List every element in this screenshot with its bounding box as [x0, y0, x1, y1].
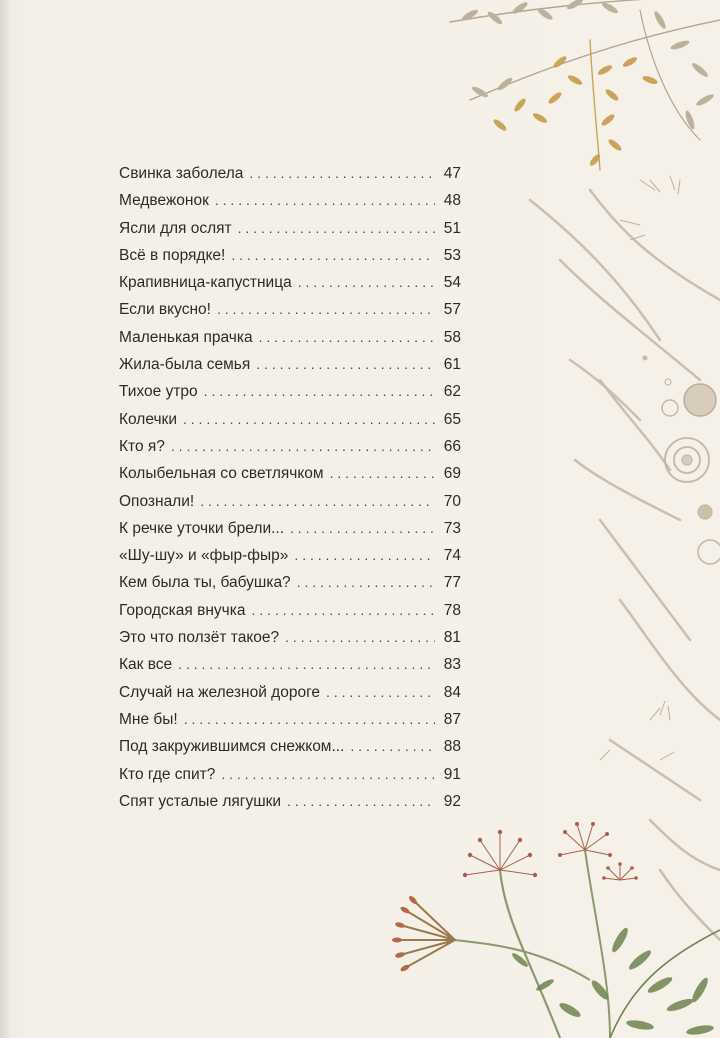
toc-entry-page-number: 69	[443, 465, 461, 483]
toc-entry-page-number: 77	[443, 574, 461, 592]
toc-entry-title: Под закружившимся снежком...	[119, 738, 345, 756]
toc-entry-title: Городская внучка	[119, 601, 246, 619]
toc-entry	[119, 187, 461, 214]
leafy-branch-icon	[450, 0, 720, 170]
toc-entry-title: «Шу-шу» и «фыр-фыр»	[119, 547, 289, 565]
toc-leader-dots	[238, 215, 435, 242]
toc-leader-dots	[249, 160, 435, 187]
toc-entry	[119, 269, 461, 296]
toc-entry-title: Случай на железной дороге	[119, 683, 321, 701]
toc-entry-page-number: 47	[443, 165, 461, 182]
toc-leader-dots	[200, 488, 435, 515]
toc-entry-title: Медвежонок	[119, 192, 209, 210]
toc-entry	[119, 488, 461, 515]
toc-entry-title: Ясли для ослят	[119, 219, 232, 237]
toc-entry-page-number: 54	[443, 274, 461, 292]
toc-entry	[119, 788, 461, 815]
toc-entry-page-number: 91	[443, 765, 461, 783]
toc-entry-title: Жила-была семья	[119, 356, 251, 374]
toc-entry-title: Тихое утро	[119, 383, 198, 401]
toc-entry-title: Опознали!	[119, 492, 195, 510]
toc-entry-page-number: 92	[443, 792, 461, 810]
toc-entry-page-number: 48	[443, 192, 461, 210]
toc-entry	[119, 679, 461, 706]
toc-leader-dots	[326, 679, 435, 706]
toc-entry	[119, 296, 461, 323]
toc-leader-dots	[330, 460, 435, 487]
toc-entry	[119, 515, 461, 542]
toc-entry	[119, 542, 461, 569]
toc-entry-title: Кем была ты, бабушка?	[119, 574, 291, 592]
toc-entry-page-number: 65	[443, 410, 461, 428]
toc-entry-title: Это что ползёт такое?	[119, 629, 280, 647]
toc-entry	[119, 706, 461, 733]
toc-entry-title: Мне бы!	[119, 710, 178, 728]
toc-entry	[119, 242, 461, 269]
toc-entry-title: Спят усталые лягушки	[119, 792, 282, 810]
spine-shadow	[0, 0, 10, 1038]
toc-entry-page-number: 61	[443, 356, 461, 374]
toc-leader-dots	[285, 624, 435, 651]
toc-entry	[119, 433, 461, 460]
toc-entry-page-number: 51	[443, 219, 461, 237]
toc-leader-dots	[217, 296, 435, 323]
toc-entry	[119, 597, 461, 624]
toc-leader-dots	[256, 351, 435, 378]
toc-leader-dots	[297, 569, 435, 596]
toc-entry-page-number: 78	[443, 601, 461, 619]
toc-leader-dots	[294, 542, 435, 569]
toc-entry-page-number: 57	[443, 301, 461, 319]
toc-leader-dots	[259, 324, 435, 351]
toc-leader-dots	[290, 515, 435, 542]
toc-leader-dots	[251, 597, 435, 624]
toc-leader-dots	[215, 187, 435, 214]
toc-entry-title: К речке уточки брели...	[119, 519, 285, 537]
toc-entry-title: Кто где спит?	[119, 765, 216, 783]
toc-entry-page-number: 62	[443, 383, 461, 401]
toc-entry-title: Всё в порядке!	[119, 246, 226, 264]
toc-entry	[119, 624, 461, 651]
toc-entry-title: Кто я?	[119, 437, 165, 455]
toc-entry-title: Если вкусно!	[119, 301, 211, 319]
toc-entry	[119, 761, 461, 788]
toc-entry	[119, 651, 461, 678]
toc-entry-page-number: 66	[443, 437, 461, 455]
toc-entry-title: Маленькая прачка	[119, 328, 253, 346]
toc-leader-dots	[183, 406, 435, 433]
toc-leader-dots	[231, 242, 435, 269]
toc-entry-title: Как все	[119, 656, 173, 674]
toc-leader-dots	[171, 433, 435, 460]
toc-entry-title: Колыбельная со светлячком	[119, 465, 324, 483]
toc-entry	[119, 160, 461, 187]
toc-entry	[119, 351, 461, 378]
toc-entry-page-number: 53	[443, 246, 461, 264]
toc-leader-dots	[184, 706, 435, 733]
toc-entry	[119, 324, 461, 351]
toc-leader-dots	[178, 651, 435, 678]
toc-leader-dots	[350, 733, 435, 760]
concentric-circles-icon	[643, 356, 720, 564]
toc-entry-page-number: 87	[443, 710, 461, 728]
toc-entry-page-number: 58	[443, 328, 461, 346]
toc-entry	[119, 378, 461, 405]
toc-entry-page-number: 70	[443, 492, 461, 510]
toc-leader-dots	[287, 788, 435, 815]
toc-entry	[119, 460, 461, 487]
toc-entry-title: Свинка заболела	[119, 165, 244, 182]
toc-entry	[119, 215, 461, 242]
toc-leader-dots	[298, 269, 435, 296]
umbel-flower-icon	[392, 822, 720, 1038]
toc-entry	[119, 733, 461, 760]
toc-entry-page-number: 74	[443, 547, 461, 565]
toc-leader-dots	[204, 378, 435, 405]
toc-entry-page-number: 81	[443, 629, 461, 647]
toc-entry-page-number: 88	[443, 738, 461, 756]
grass-blades-icon	[530, 190, 720, 940]
toc-entry	[119, 569, 461, 596]
toc-entry-page-number: 73	[443, 519, 461, 537]
toc-entry-title: Колечки	[119, 410, 177, 428]
toc-entry-page-number: 83	[443, 656, 461, 674]
toc-entry-page-number: 84	[443, 683, 461, 701]
toc-leader-dots	[221, 761, 435, 788]
table-of-contents	[119, 160, 461, 815]
toc-entry	[119, 406, 461, 433]
toc-entry-title: Крапивница-капустница	[119, 274, 292, 292]
